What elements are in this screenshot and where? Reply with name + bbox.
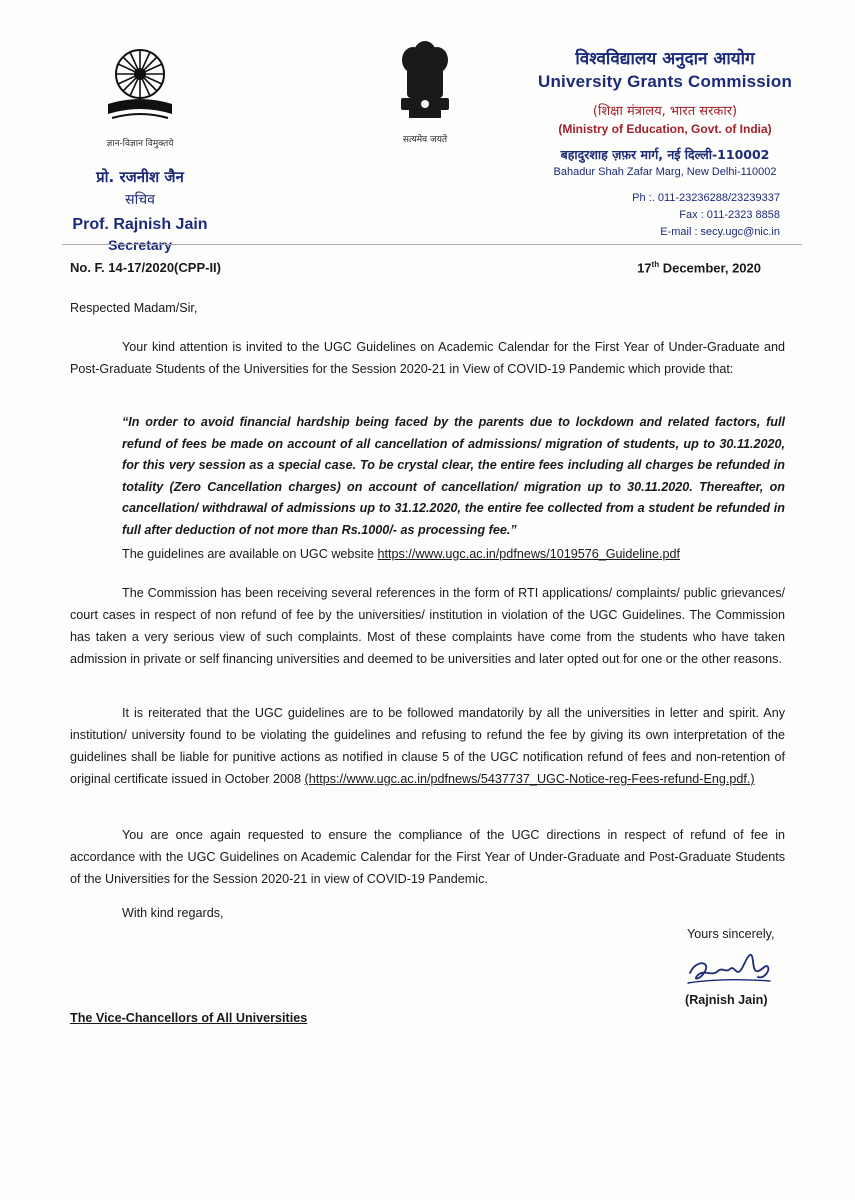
paragraph-complaints: The Commission has been receiving several references in the form of RTI applications/ complaints/ public grievances/ court cases in respect of non refund of fee by the universities/ institution in violation of the UGC Guidelines. The Commission has taken a very serious view of such complaints. Most of these complaints have come from the students who have taken admission in private or self financing universities and deemed to be universities and later opted out for one or the other reasons. bbox=[70, 586, 785, 666]
organisation-block bbox=[530, 46, 800, 241]
paragraph-guidelines-link bbox=[70, 543, 785, 565]
salutation: Respected Madam/Sir, bbox=[70, 301, 198, 315]
date-suffix: th bbox=[651, 260, 660, 269]
guideline-quote: “In order to avoid financial hardship being faced by the parents due to lockdown and related factors, full refund of fees be made on account of all cancellation of admissions/ migration of students, up to 30.11.2020, for this very session as a special case. To be crystal clear, the entire fees including all charges be refunded in totality (Zero Cancellation charges) on account of cancellation/ migration up to 30.11.2020. Thereafter, on cancellation/ withdrawal of admissions up to 31.12.2020, the entire fee collected from a student be refunded in full after deduction of not more than Rs.1000/- as processing fee.” bbox=[122, 415, 785, 537]
reiteration-text: It is reiterated that the UGC guidelines are to be followed mandatorily by all the universities in letter and spirit. Any institution/ university found to be violating the guidelines and refusing to refund the fee by giving its own interpretation of the guidelines shall be liable for punitive actions as notified in clause 5 of the UGC notification refund of fees and non-retention of original certificate issued in October 2008 bbox=[70, 706, 785, 786]
address-hindi: बहादुरशाह ज़फ़र मार्ग, नई दिल्ली-110002 bbox=[560, 147, 770, 162]
emblem-motto: सत्यमेव जयते bbox=[402, 135, 448, 145]
secretary-title-hindi: सचिव bbox=[125, 192, 155, 208]
secretary-title: Secretary bbox=[108, 237, 172, 253]
ministry-hindi: (शिक्षा मंत्रालय, भारत सरकार) bbox=[592, 104, 738, 119]
email: E-mail : secy.ugc@nic.in bbox=[660, 226, 780, 238]
signatory-name: (Rajnish Jain) bbox=[685, 993, 768, 1007]
paragraph-reiteration bbox=[70, 702, 785, 790]
notification-link[interactable]: (https://www.ugc.ac.in/pdfnews/5437737_UGC-Notice-reg-Fees-refund-Eng.pdf.) bbox=[304, 772, 755, 786]
reference-number: No. F. 14-17/2020(CPP-II) bbox=[70, 260, 221, 275]
guidelines-link[interactable]: https://www.ugc.ac.in/pdfnews/1019576_Guideline.pdf bbox=[377, 547, 680, 561]
letterhead-divider bbox=[62, 244, 802, 245]
signature-icon bbox=[682, 949, 777, 993]
closing: Yours sincerely, bbox=[687, 927, 775, 941]
address: Bahadur Shah Zafar Marg, New Delhi-110002 bbox=[553, 166, 777, 178]
contact-details bbox=[530, 190, 800, 241]
guidelines-text: The guidelines are available on UGC website bbox=[122, 547, 378, 561]
signature-block bbox=[660, 927, 800, 1007]
secretary-name: Prof. Rajnish Jain bbox=[72, 216, 208, 233]
ugc-logo-icon bbox=[98, 38, 182, 138]
logo-motto: ज्ञान-विज्ञान विमुक्तये bbox=[106, 138, 174, 148]
org-name-hindi: विश्वविद्यालय अनुदान आयोग bbox=[575, 49, 755, 69]
secretary-name-hindi: प्रो. रजनीश जैन bbox=[96, 168, 184, 186]
secretary-block bbox=[70, 38, 210, 253]
national-emblem-icon bbox=[393, 38, 457, 130]
org-name: University Grants Commission bbox=[537, 72, 793, 91]
phone: Ph :. 011-23236288/23239337 bbox=[632, 192, 780, 204]
paragraph-intro: Your kind attention is invited to the UGC Guidelines on Academic Calendar for the First Year of Under-Graduate and Post-Graduate Students of the Universities for the Session 2020-21 in View of COVID-19 Pandemic which provide that: bbox=[70, 340, 785, 376]
paragraph-compliance: You are once again requested to ensure the compliance of the UGC directions in respect of refund of fee in accordance with the UGC Guidelines on Academic Calendar for the First Year of Under-Graduate and Post-Graduate Students of the Universities for the Session 2020-21 in view of COVID-19 Pandemic. bbox=[70, 828, 785, 886]
regards: With kind regards, bbox=[122, 906, 224, 920]
date-day: 17 bbox=[637, 260, 652, 276]
ministry: (Ministry of Education, Govt. of India) bbox=[558, 122, 772, 136]
national-emblem-block bbox=[375, 38, 475, 145]
fax: Fax : 011-2323 8858 bbox=[679, 209, 780, 221]
addressee: The Vice-Chancellors of All Universities bbox=[70, 1011, 308, 1025]
date-month-year: December, 2020 bbox=[659, 260, 761, 276]
letter-date bbox=[637, 260, 761, 275]
